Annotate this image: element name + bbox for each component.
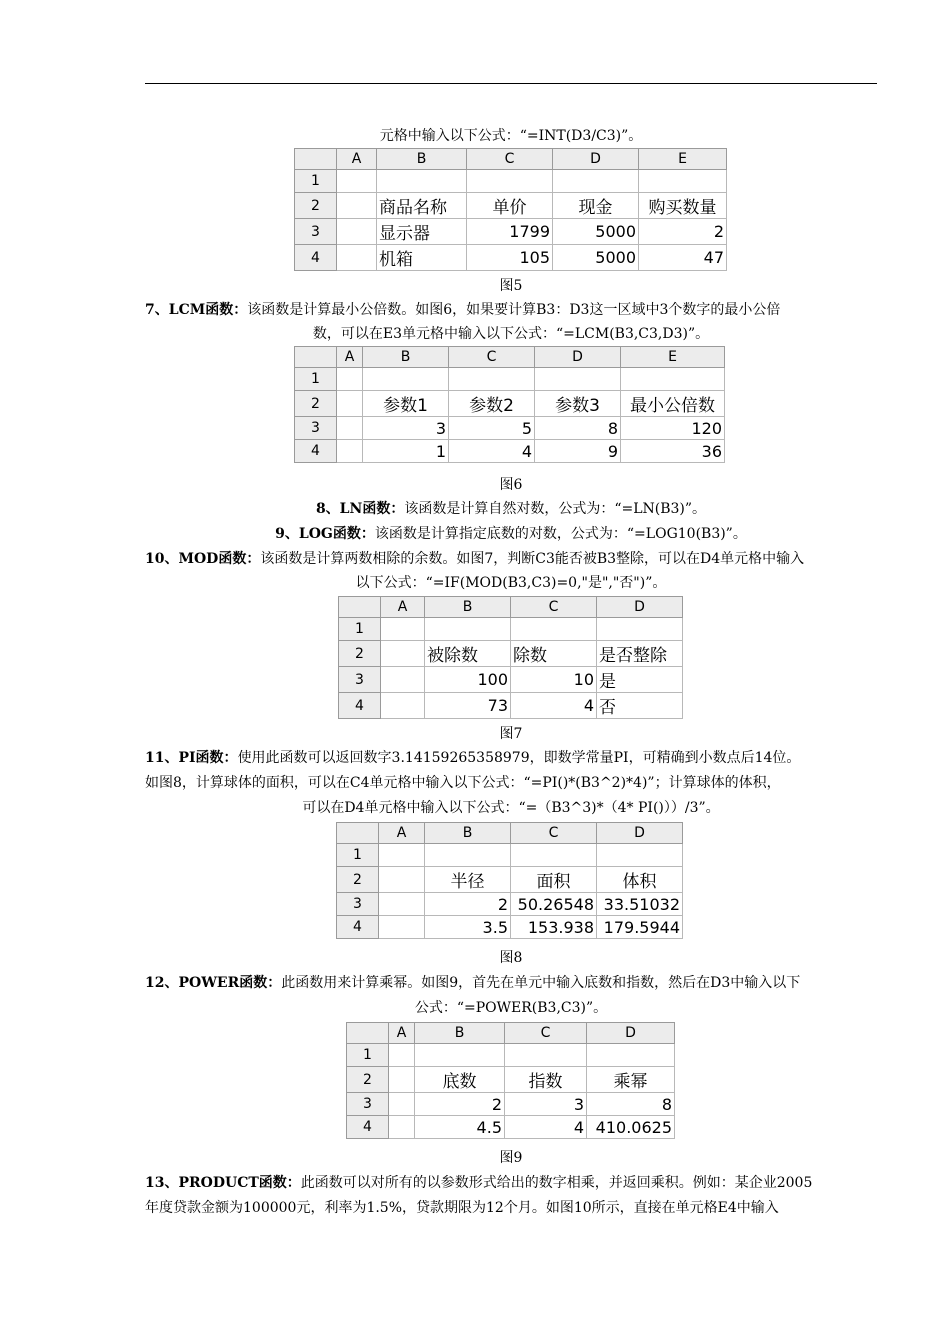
- cell: 2: [639, 219, 727, 245]
- cell: [415, 1044, 505, 1067]
- row-header: 1: [295, 368, 337, 391]
- cell: 10: [511, 667, 597, 693]
- lcm-heading: 7、LCM函数：: [145, 302, 248, 318]
- cell: [337, 440, 363, 463]
- cell: [379, 867, 425, 893]
- cell: [535, 368, 621, 391]
- row-header: 1: [347, 1044, 389, 1067]
- cell: [337, 193, 377, 219]
- cell: 参数2: [449, 391, 535, 417]
- cell: 50.26548: [511, 893, 597, 916]
- figure8-caption: 图8: [499, 950, 523, 966]
- cell: 4: [505, 1116, 587, 1139]
- power-paragraph-line2: 公式：“=POWER(B3,C3)”。: [414, 1000, 608, 1016]
- row-header: 2: [337, 867, 379, 893]
- column-header: D: [553, 149, 639, 170]
- cell: 4: [449, 440, 535, 463]
- cell: [511, 618, 597, 641]
- corner-cell: [295, 149, 337, 170]
- lcm-paragraph-line1: 7、LCM函数：该函数是计算最小公倍数。如图6，如果要计算B3：D3这一区域中3个数字的最小公倍: [145, 302, 781, 318]
- pi-paragraph-line2: 如图8，计算球体的面积，可以在C4单元格中输入以下公式：“=PI()*(B3^2)*4)”；计算球体的体积，: [145, 775, 781, 791]
- cell: [425, 844, 511, 867]
- row-header: 4: [347, 1116, 389, 1139]
- product-paragraph-line1: 13、PRODUCT函数：此函数可以对所有的以参数形式给出的数字相乘，并返回乘积。例如：某企业2005: [145, 1175, 813, 1191]
- cell: 面积: [511, 867, 597, 893]
- mod-paragraph-line1: 10、MOD函数：该函数是计算两数相除的余数。如图7，判断C3能否被B3整除，可以在D4单元格中输入: [145, 551, 805, 567]
- column-header: A: [337, 347, 363, 368]
- cell: 底数: [415, 1067, 505, 1093]
- figure6-spreadsheet: [294, 346, 725, 463]
- mod-paragraph-line2: 以下公式：“=IF(MOD(B3,C3)=0,"是","否")”。: [355, 575, 667, 591]
- cell: 机箱: [377, 245, 467, 271]
- cell: 73: [425, 693, 511, 719]
- cell: 商品名称: [377, 193, 467, 219]
- figure5-caption: 图5: [499, 278, 523, 294]
- cell: [425, 618, 511, 641]
- cell: [389, 1067, 415, 1093]
- cell: 5: [449, 417, 535, 440]
- cell: 4: [511, 693, 597, 719]
- figure7-caption: 图7: [499, 726, 523, 742]
- column-header: D: [535, 347, 621, 368]
- column-header: D: [597, 597, 683, 618]
- cell: 参数3: [535, 391, 621, 417]
- cell: 36: [621, 440, 725, 463]
- cell: [389, 1093, 415, 1116]
- cell: [379, 916, 425, 939]
- cell: 100: [425, 667, 511, 693]
- log-heading: 9、LOG函数：: [275, 526, 375, 542]
- corner-cell: [339, 597, 381, 618]
- cell: [597, 618, 683, 641]
- row-header: 1: [295, 170, 337, 193]
- cell: [389, 1044, 415, 1067]
- figure9-caption: 图9: [499, 1150, 523, 1166]
- cell: [505, 1044, 587, 1067]
- row-header: 3: [295, 219, 337, 245]
- cell: 5000: [553, 219, 639, 245]
- row-header: 2: [339, 641, 381, 667]
- cell: 3: [505, 1093, 587, 1116]
- cell: [381, 693, 425, 719]
- cell: [389, 1116, 415, 1139]
- power-heading: 12、POWER函数：: [145, 975, 282, 991]
- row-header: 3: [337, 893, 379, 916]
- ln-paragraph: 8、LN函数：该函数是计算自然对数，公式为：“=LN(B3)”。: [315, 501, 707, 517]
- column-header: B: [415, 1023, 505, 1044]
- cell: 现金: [553, 193, 639, 219]
- cell: 乘幂: [587, 1067, 675, 1093]
- row-header: 1: [339, 618, 381, 641]
- cell: 2: [415, 1093, 505, 1116]
- column-header: B: [425, 823, 511, 844]
- cell: 8: [587, 1093, 675, 1116]
- column-header: C: [449, 347, 535, 368]
- column-header: E: [621, 347, 725, 368]
- cell: [553, 170, 639, 193]
- cell: [337, 245, 377, 271]
- row-header: 1: [337, 844, 379, 867]
- cell: 被除数: [425, 641, 511, 667]
- cell: [381, 618, 425, 641]
- cell: 8: [535, 417, 621, 440]
- cell: 179.5944: [597, 916, 683, 939]
- row-header: 4: [295, 245, 337, 271]
- cell: 除数: [511, 641, 597, 667]
- cell: 153.938: [511, 916, 597, 939]
- int-formula-line: 元格中输入以下公式：“=INT(D3/C3)”。: [379, 128, 643, 144]
- cell: 是否整除: [597, 641, 683, 667]
- cell: [379, 893, 425, 916]
- cell: [337, 219, 377, 245]
- corner-cell: [295, 347, 337, 368]
- cell: 显示器: [377, 219, 467, 245]
- row-header: 4: [339, 693, 381, 719]
- column-header: B: [377, 149, 467, 170]
- row-header: 2: [295, 193, 337, 219]
- cell: 1: [363, 440, 449, 463]
- column-header: C: [511, 597, 597, 618]
- figure6-caption: 图6: [499, 477, 523, 493]
- cell: [511, 844, 597, 867]
- cell: 1799: [467, 219, 553, 245]
- lcm-paragraph-line2: 数，可以在E3单元格中输入以下公式：“=LCM(B3,C3,D3)”。: [312, 326, 710, 342]
- cell: [337, 391, 363, 417]
- cell: 3: [363, 417, 449, 440]
- cell: [597, 844, 683, 867]
- row-header: 2: [295, 391, 337, 417]
- column-header: D: [587, 1023, 675, 1044]
- column-header: D: [597, 823, 683, 844]
- cell: 2: [425, 893, 511, 916]
- cell: 指数: [505, 1067, 587, 1093]
- cell: [621, 368, 725, 391]
- cell: [337, 170, 377, 193]
- row-header: 2: [347, 1067, 389, 1093]
- figure7-spreadsheet: [338, 596, 683, 719]
- header-rule: [145, 83, 877, 84]
- cell: 是: [597, 667, 683, 693]
- cell: [379, 844, 425, 867]
- cell: 410.0625: [587, 1116, 675, 1139]
- power-paragraph-line1: 12、POWER函数：此函数用来计算乘幂。如图9，首先在单元中输入底数和指数，然后在D3中输入以下: [145, 975, 801, 991]
- row-header: 3: [295, 417, 337, 440]
- pi-paragraph-line1: 11、PI函数：使用此函数可以返回数字3.14159265358979，即数学常量PI，可精确到小数点后14位。: [145, 750, 801, 766]
- column-header: B: [425, 597, 511, 618]
- cell: 5000: [553, 245, 639, 271]
- pi-paragraph-line3: 可以在D4单元格中输入以下公式：“=（B3^3)*（4* PI()））/3”。: [302, 800, 720, 816]
- row-header: 3: [347, 1093, 389, 1116]
- cell: 105: [467, 245, 553, 271]
- cell: 购买数量: [639, 193, 727, 219]
- column-header: C: [505, 1023, 587, 1044]
- cell: [467, 170, 553, 193]
- cell: 单价: [467, 193, 553, 219]
- column-header: B: [363, 347, 449, 368]
- log-paragraph: 9、LOG函数：该函数是计算指定底数的对数，公式为：“=LOG10(B3)”。: [275, 526, 747, 542]
- corner-cell: [337, 823, 379, 844]
- cell: [639, 170, 727, 193]
- cell: 47: [639, 245, 727, 271]
- cell: 3.5: [425, 916, 511, 939]
- cell: 4.5: [415, 1116, 505, 1139]
- corner-cell: [347, 1023, 389, 1044]
- column-header: A: [381, 597, 425, 618]
- cell: 半径: [425, 867, 511, 893]
- figure5-spreadsheet: [294, 148, 727, 271]
- product-heading: 13、PRODUCT函数：: [145, 1175, 301, 1191]
- cell: [381, 641, 425, 667]
- column-header: A: [389, 1023, 415, 1044]
- cell: [377, 170, 467, 193]
- column-header: A: [337, 149, 377, 170]
- product-paragraph-line2: 年度贷款金额为100000元，利率为1.5%，贷款期限为12个月。如图10所示，直接在单元格E4中输入: [145, 1200, 779, 1216]
- cell: 最小公倍数: [621, 391, 725, 417]
- row-header: 3: [339, 667, 381, 693]
- column-header: A: [379, 823, 425, 844]
- cell: 体积: [597, 867, 683, 893]
- column-header: C: [467, 149, 553, 170]
- column-header: C: [511, 823, 597, 844]
- cell: 否: [597, 693, 683, 719]
- cell: [587, 1044, 675, 1067]
- cell: 参数1: [363, 391, 449, 417]
- cell: [363, 368, 449, 391]
- column-header: E: [639, 149, 727, 170]
- mod-heading: 10、MOD函数：: [145, 551, 261, 567]
- cell: [449, 368, 535, 391]
- figure9-spreadsheet: [346, 1022, 675, 1139]
- row-header: 4: [337, 916, 379, 939]
- cell: [381, 667, 425, 693]
- ln-heading: 8、LN函数：: [315, 501, 405, 517]
- cell: [337, 368, 363, 391]
- row-header: 4: [295, 440, 337, 463]
- cell: 120: [621, 417, 725, 440]
- cell: [337, 417, 363, 440]
- cell: 9: [535, 440, 621, 463]
- figure8-spreadsheet: [336, 822, 683, 939]
- pi-heading: 11、PI函数：: [145, 750, 238, 766]
- cell: 33.51032: [597, 893, 683, 916]
